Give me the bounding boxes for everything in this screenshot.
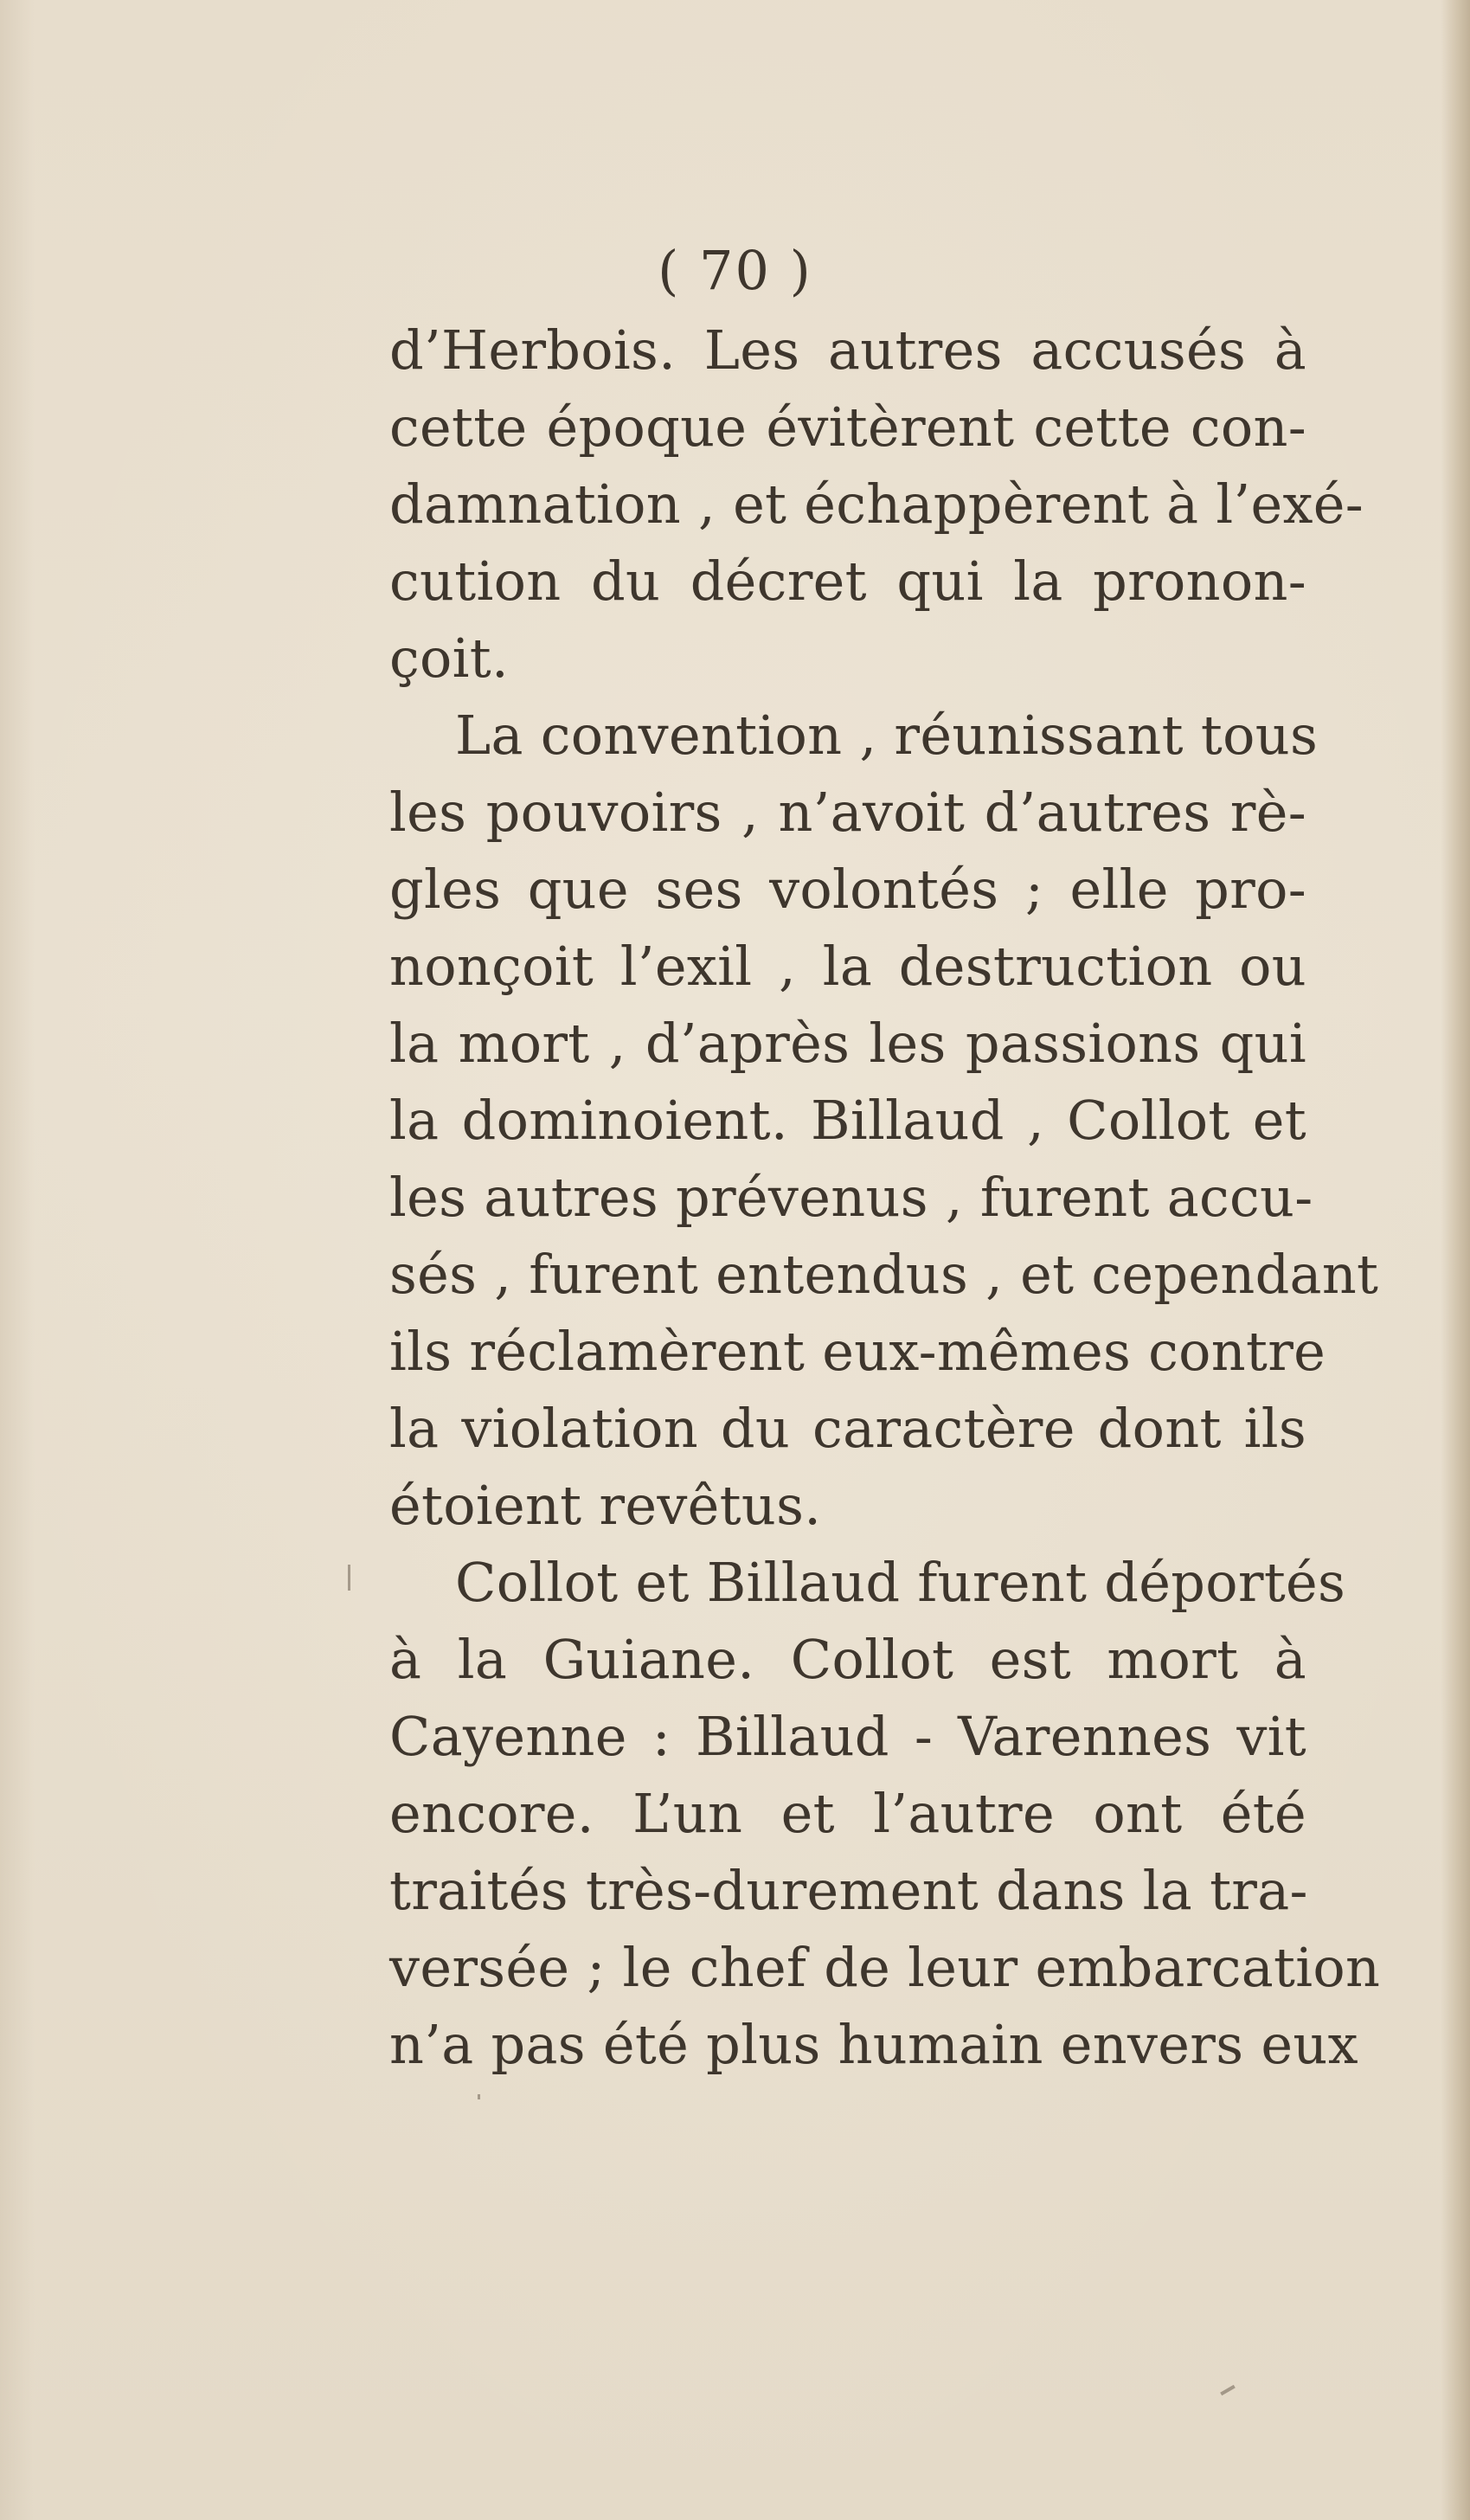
page-left-shadow: [0, 0, 35, 2520]
text-line: les pouvoirs , n’avoit d’autres rè-: [389, 781, 1306, 844]
body-text: [389, 312, 1381, 2083]
text-line: Cayenne : Billaud - Varennes vit: [389, 1705, 1306, 1768]
text-line: cution du décret qui la pronon-: [389, 550, 1306, 613]
text-line: ils réclamèrent eux-mêmes contre: [389, 1320, 1326, 1383]
text-line: encore. L’un et l’autre ont été: [389, 1782, 1306, 1845]
text-line: d’Herbois. Les autres accusés à: [389, 318, 1306, 382]
text-line: nonçoit l’exil , la destruction ou: [389, 935, 1306, 998]
paper-speck: [1220, 2385, 1236, 2395]
text-line: la mort , d’après les passions qui: [389, 1012, 1306, 1075]
text-line: sés , furent entendus , et cependant: [389, 1243, 1379, 1306]
paper-speck: [348, 1565, 350, 1591]
paper-speck: [478, 2094, 480, 2099]
text-line: cette époque évitèrent cette con-: [389, 395, 1306, 459]
page-number: ( 70 ): [658, 239, 812, 302]
text-line: la violation du caractère dont ils: [389, 1397, 1306, 1460]
paragraph-start-line: La convention , réunissant tous: [455, 704, 1319, 767]
text-line: les autres prévenus , furent accu-: [389, 1166, 1313, 1229]
text-line: gles que ses volontés ; elle pro-: [389, 858, 1306, 921]
text-line: damnation , et échappèrent à l’exé-: [389, 472, 1364, 536]
text-line: çoit.: [389, 627, 510, 690]
text-line: à la Guiane. Collot est mort à: [389, 1628, 1306, 1691]
paragraph-start-line: Collot et Billaud furent déportés: [455, 1551, 1346, 1614]
text-line: n’a pas été plus humain envers eux: [389, 2013, 1358, 2076]
text-line: la dominoient. Billaud , Collot et: [389, 1089, 1306, 1152]
text-line: étoient revêtus.: [389, 1474, 822, 1537]
page-right-edge: [1441, 0, 1470, 2520]
text-line: versée ; le chef de leur embarcation: [389, 1936, 1381, 1999]
text-line: traités très-durement dans la tra-: [389, 1859, 1308, 1922]
